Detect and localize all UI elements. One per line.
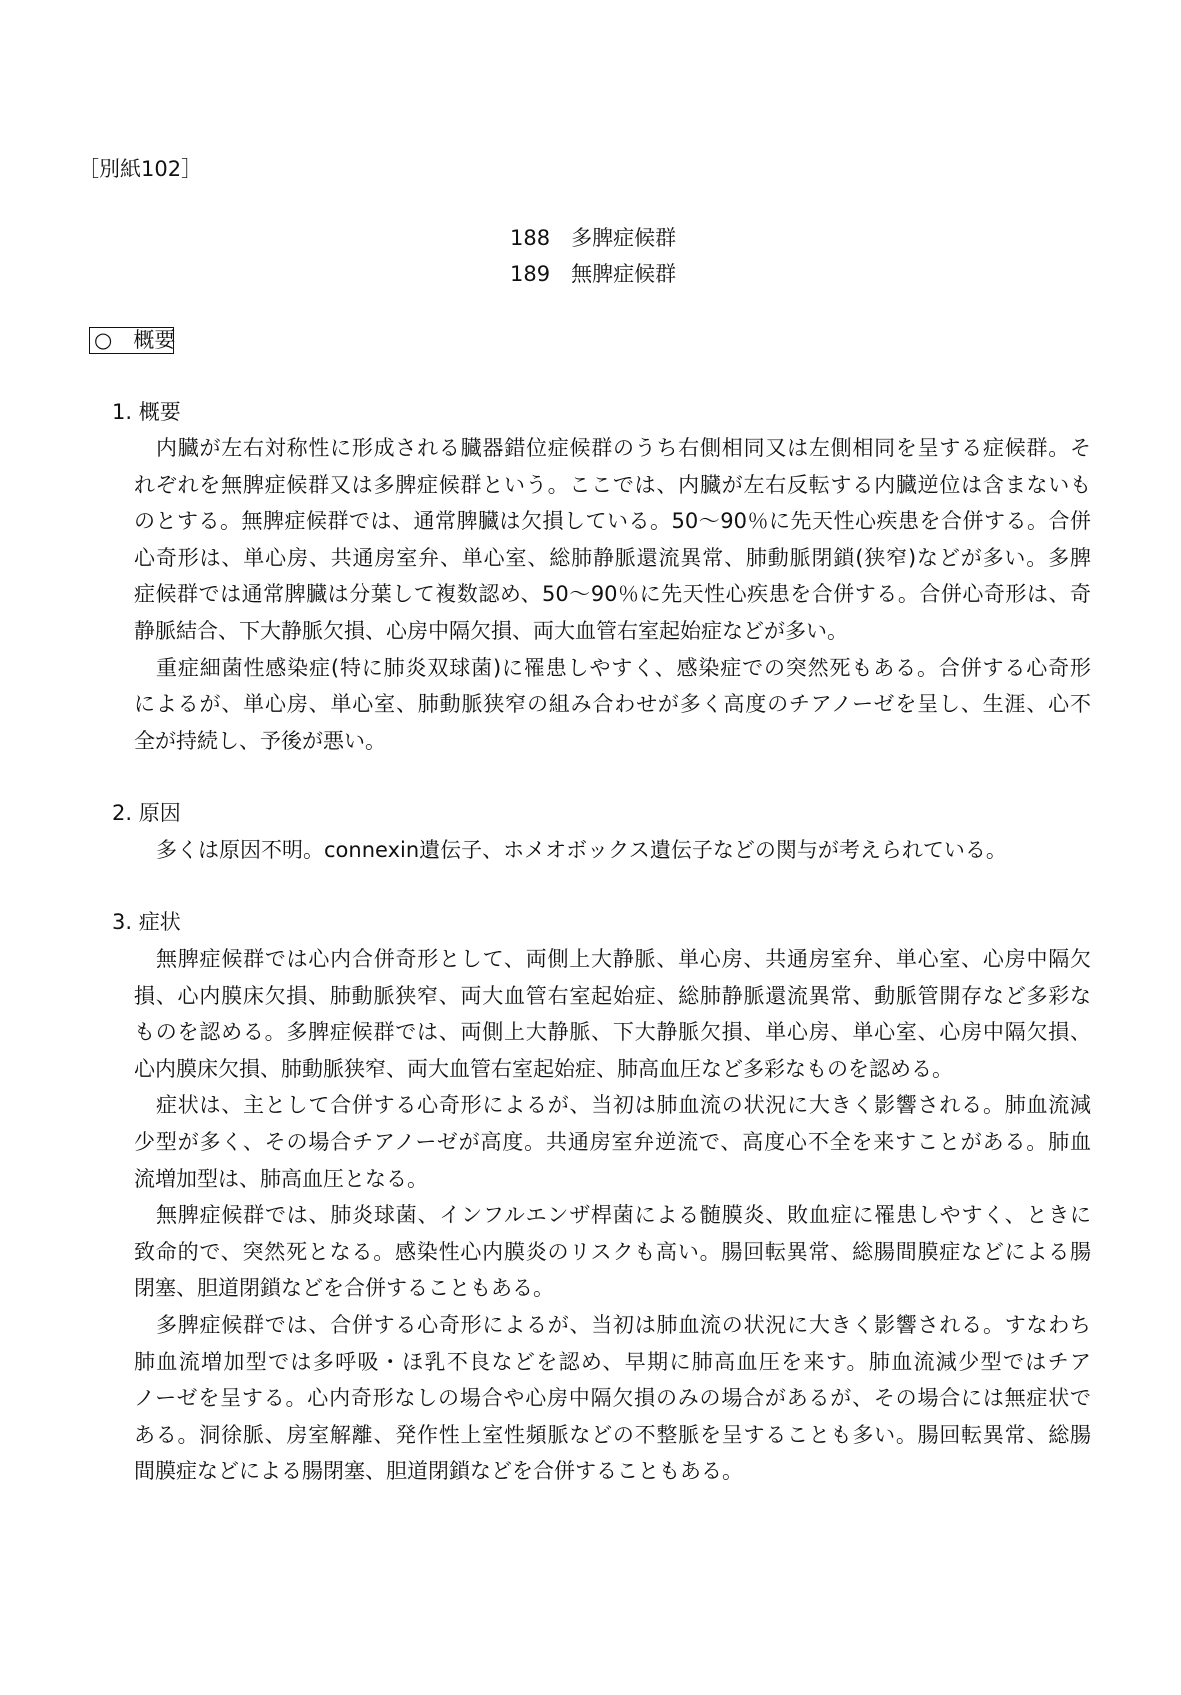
paragraph-line: 心内膜床欠損、肺動脈狭窄、両大血管右室起始症、肺高血圧など多彩なものを認める。 [134, 1056, 953, 1081]
paragraph-line: 多脾症候群では、合併する心奇形によるが、当初は肺血流の状況に大きく影響される。すなわち [156, 1312, 1091, 1337]
paragraph-line: 全が持続し、予後が悪い。 [134, 728, 386, 753]
paragraph-line: れぞれを無脾症候群又は多脾症候群という。ここでは、内臓が左右反転する内臓逆位は含まないも [134, 472, 1091, 497]
paragraph-line: 間膜症などによる腸閉塞、胆道閉鎖などを合併することもある。 [134, 1459, 743, 1484]
paragraph-line: 損、心内膜床欠損、肺動脈狭窄、両大血管右室起始症、総肺静脈還流異常、動脈管開存など多彩な [134, 983, 1091, 1008]
paragraph [134, 941, 1091, 1087]
paragraph-line: 肺血流増加型では多呼吸・ほ乳不良などを認め、早期に肺高血圧を来す。肺血流減少型ではチア [134, 1349, 1091, 1374]
paragraph-line: 少型が多く、その場合チアノーゼが高度。共通房室弁逆流で、高度心不全を来すことがある。肺血 [134, 1129, 1091, 1154]
paragraph-line: 無脾症候群では、肺炎球菌、インフルエンザ桿菌による髄膜炎、敗血症に罹患しやすく、ときに [156, 1203, 1091, 1228]
paragraph-line: 症状は、主として合併する心奇形によるが、当初は肺血流の状況に大きく影響される。肺血流減 [156, 1093, 1091, 1118]
paragraph-line: によるが、単心房、単心室、肺動脈狭窄の組み合わせが多く高度のチアノーゼを呈し、生涯、心不 [134, 692, 1091, 717]
paragraph-line: ものを認める。多脾症候群では、両側上大静脈、下大静脈欠損、単心房、単心室、心房中隔欠損、 [134, 1020, 1091, 1045]
paragraph [134, 1087, 1091, 1197]
paragraph [134, 650, 1091, 760]
paragraph-line: 致命的で、突然死となる。感染性心内膜炎のリスクも高い。腸回転異常、総腸間膜症などによる腸 [134, 1239, 1091, 1264]
paragraph-line: 無脾症候群では心内合併奇形として、両側上大静脈、単心房、共通房室弁、単心室、心房中隔欠 [156, 947, 1091, 971]
paragraph-line: 閉塞、胆道閉鎖などを合併することもある。 [134, 1276, 554, 1301]
paragraph-line: ある。洞徐脈、房室解離、発作性上室性頻脈などの不整脈を呈することも多い。腸回転異常、総腸 [134, 1422, 1091, 1447]
section-heading-cause: 2. 原因 [112, 801, 181, 825]
section-body-symptoms [134, 941, 1091, 1490]
title-asplenia: 189 無脾症候群 [510, 262, 677, 286]
paragraph-line: ノーゼを呈する。心内奇形なしの場合や心房中隔欠損のみの場合があるが、その場合には無症状で [134, 1386, 1091, 1411]
paragraph [134, 1307, 1091, 1490]
paragraph-line: のとする。無脾症候群では、通常脾臓は欠損している。50～90％に先天性心疾患を合併する。合併 [134, 509, 1091, 534]
paragraph-line: 重症細菌性感染症(特に肺炎双球菌)に罹患しやすく、感染症での突然死もある。合併する心奇形 [156, 655, 1091, 680]
paragraph-line: 症候群では通常脾臓は分葉して複数認め、50～90％に先天性心疾患を合併する。合併心奇形は、奇 [134, 582, 1091, 607]
section-body-cause [134, 832, 1091, 869]
paragraph [134, 832, 1091, 869]
paragraph-line: 静脈結合、下大静脈欠損、心房中隔欠損、両大血管右室起始症などが多い。 [134, 618, 848, 643]
section-heading-symptoms: 3. 症状 [112, 910, 181, 934]
paragraph [134, 430, 1091, 650]
attachment-label: ［別紙102］ [78, 157, 203, 181]
paragraph [134, 1197, 1091, 1307]
section-heading-overview: 1. 概要 [112, 400, 181, 424]
paragraph-line: 心奇形は、単心房、共通房室弁、単心室、総肺静脈還流異常、肺動脈閉鎖(狭窄)などが多い。多脾 [134, 545, 1091, 570]
section-body-overview [134, 430, 1091, 759]
paragraph-line: 内臓が左右対称性に形成される臓器錯位症候群のうち右側相同又は左側相同を呈する症候群。そ [156, 436, 1091, 460]
paragraph-line: 流増加型は、肺高血圧となる。 [134, 1166, 428, 1191]
title-polysplenia: 188 多脾症候群 [510, 226, 677, 250]
boxed-heading-overview: ○ 概要 [89, 327, 174, 354]
paragraph-line: 多くは原因不明。connexin遺伝子、ホメオボックス遺伝子などの関与が考えられている。 [156, 838, 1007, 862]
